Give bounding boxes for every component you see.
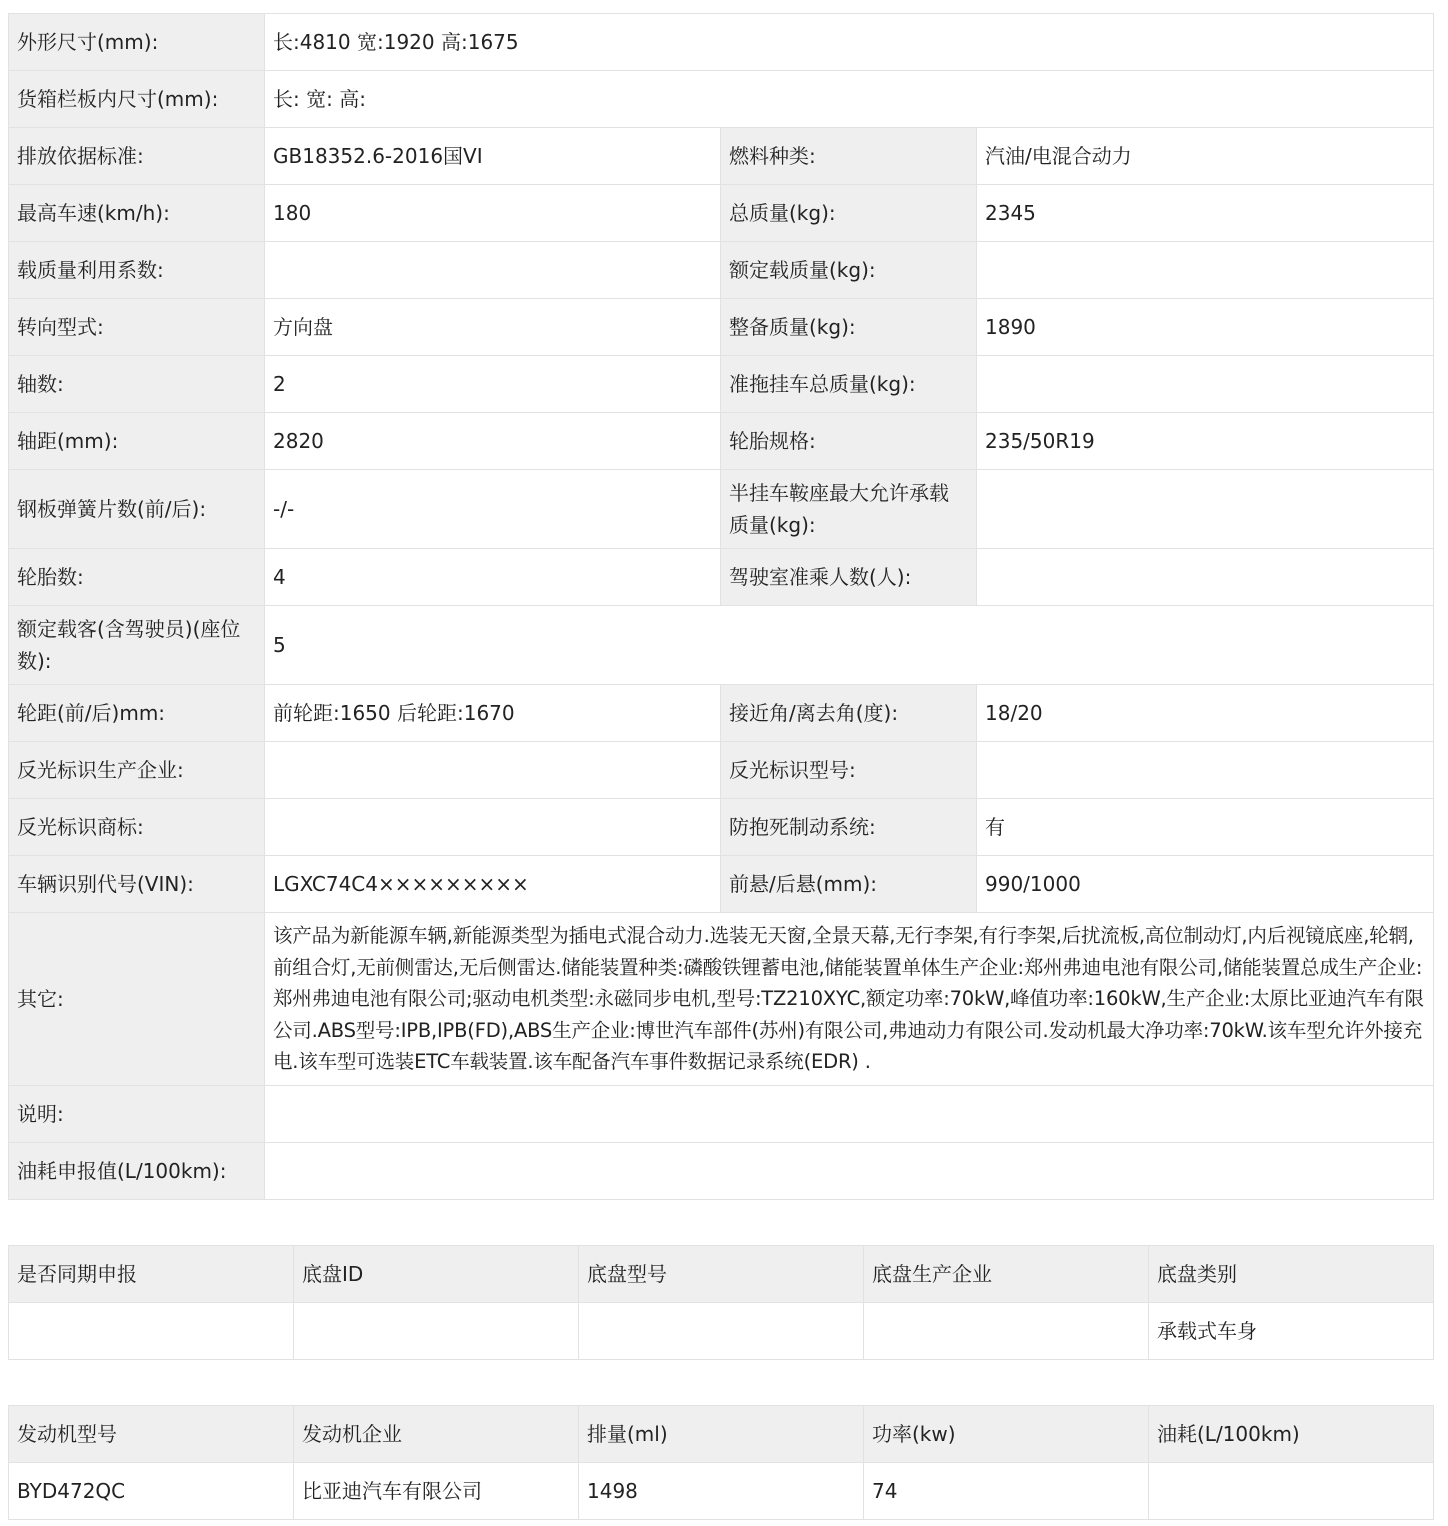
chassis-header-row xyxy=(9,1246,1434,1303)
abs-label: 防抱死制动系统: xyxy=(721,799,977,856)
load-util-label: 载质量利用系数: xyxy=(9,242,265,299)
chassis-header-cell: 底盘ID xyxy=(294,1246,579,1303)
reflector-maker-value xyxy=(265,742,721,799)
fuel-type-value: 汽油/电混合动力 xyxy=(977,128,1434,185)
vin-label: 车辆识别代号(VIN): xyxy=(9,856,265,913)
engine-header-cell: 发动机型号 xyxy=(9,1406,294,1463)
chassis-table xyxy=(8,1245,1434,1360)
spec-row-steering xyxy=(9,299,1434,356)
chassis-header-cell: 底盘类别 xyxy=(1149,1246,1434,1303)
cab-passengers-value xyxy=(977,549,1434,606)
steering-value: 方向盘 xyxy=(265,299,721,356)
spec-row-seats xyxy=(9,606,1434,685)
spec-row-vin xyxy=(9,856,1434,913)
abs-value: 有 xyxy=(977,799,1434,856)
spec-row-dimensions xyxy=(9,14,1434,71)
overhang-value: 990/1000 xyxy=(977,856,1434,913)
dimensions-label: 外形尺寸(mm): xyxy=(9,14,265,71)
leaf-spring-label: 钢板弹簧片数(前/后): xyxy=(9,470,265,549)
fuel-consumption-label: 油耗申报值(L/100km): xyxy=(9,1143,265,1200)
track-label: 轮距(前/后)mm: xyxy=(9,685,265,742)
spec-row-fuel-consumption xyxy=(9,1143,1434,1200)
other-value: 该产品为新能源车辆,新能源类型为插电式混合动力.选装无天窗,全景天幕,无行李架,有行李架,后扰流板,高位制动灯,内后视镜底座,轮辋,前组合灯,无前侧雷达,无后侧雷达.储能装置种类:磷酸铁锂蓄电池,储能装置单体生产企业:郑州弗迪电池有限公司,储能装置总成生产企业:郑州弗迪电池有限公司;驱动电机类型:永磁同步电机,型号:TZ210XYC,额定功率:70kW,峰值功率:160kW,生产企业:太原比亚迪汽车有限公司.ABS型号:IPB,IPB(FD),ABS生产企业:博世汽车部件(苏州)有限公司,弗迪动力有限公司.发动机最大净功率:70kW.该车型允许外接充电.该车型可选装ETC车载装置.该车配备汽车事件数据记录系统(EDR) . xyxy=(265,913,1434,1086)
spec-row-cargo-box xyxy=(9,71,1434,128)
saddle-load-value xyxy=(977,470,1434,549)
tire-spec-label: 轮胎规格: xyxy=(721,413,977,470)
spec-row-leaf-spring xyxy=(9,470,1434,549)
angles-value: 18/20 xyxy=(977,685,1434,742)
tire-count-value: 4 xyxy=(265,549,721,606)
spec-row-reflector-maker xyxy=(9,742,1434,799)
spec-row-axles xyxy=(9,356,1434,413)
total-mass-value: 2345 xyxy=(977,185,1434,242)
seats-value: 5 xyxy=(265,606,1434,685)
note-label: 说明: xyxy=(9,1086,265,1143)
load-util-value xyxy=(265,242,721,299)
emission-value: GB18352.6-2016国VI xyxy=(265,128,721,185)
cargo-box-value: 长: 宽: 高: xyxy=(265,71,1434,128)
rated-load-label: 额定载质量(kg): xyxy=(721,242,977,299)
curb-mass-label: 整备质量(kg): xyxy=(721,299,977,356)
dimensions-value: 长:4810 宽:1920 高:1675 xyxy=(265,14,1434,71)
spec-row-other xyxy=(9,913,1434,1086)
tire-spec-value: 235/50R19 xyxy=(977,413,1434,470)
seats-label: 额定载客(含驾驶员)(座位数): xyxy=(9,606,265,685)
engine-cell: 74 xyxy=(864,1463,1149,1520)
other-label: 其它: xyxy=(9,913,265,1086)
saddle-load-label: 半挂车鞍座最大允许承载质量(kg): xyxy=(721,470,977,549)
rated-load-value xyxy=(977,242,1434,299)
spec-row-wheelbase xyxy=(9,413,1434,470)
total-mass-label: 总质量(kg): xyxy=(721,185,977,242)
tire-count-label: 轮胎数: xyxy=(9,549,265,606)
spec-row-track xyxy=(9,685,1434,742)
leaf-spring-value: -/- xyxy=(265,470,721,549)
cargo-box-label: 货箱栏板内尺寸(mm): xyxy=(9,71,265,128)
engine-header-cell: 功率(kw) xyxy=(864,1406,1149,1463)
max-speed-label: 最高车速(km/h): xyxy=(9,185,265,242)
reflector-maker-label: 反光标识生产企业: xyxy=(9,742,265,799)
engine-header-cell: 发动机企业 xyxy=(294,1406,579,1463)
chassis-data-row xyxy=(9,1303,1434,1360)
spec-row-note xyxy=(9,1086,1434,1143)
engine-header-cell: 排量(ml) xyxy=(579,1406,864,1463)
engine-header-cell: 油耗(L/100km) xyxy=(1149,1406,1434,1463)
axles-label: 轴数: xyxy=(9,356,265,413)
track-value: 前轮距:1650 后轮距:1670 xyxy=(265,685,721,742)
spec-row-tires xyxy=(9,549,1434,606)
reflector-model-value xyxy=(977,742,1434,799)
chassis-header-cell: 底盘型号 xyxy=(579,1246,864,1303)
chassis-cell xyxy=(579,1303,864,1360)
axles-value: 2 xyxy=(265,356,721,413)
trailer-mass-label: 准拖挂车总质量(kg): xyxy=(721,356,977,413)
spec-row-load xyxy=(9,242,1434,299)
engine-cell: 比亚迪汽车有限公司 xyxy=(294,1463,579,1520)
spec-row-speed xyxy=(9,185,1434,242)
chassis-cell: 承载式车身 xyxy=(1149,1303,1434,1360)
engine-cell: 1498 xyxy=(579,1463,864,1520)
note-value xyxy=(265,1086,1434,1143)
chassis-header-cell: 是否同期申报 xyxy=(9,1246,294,1303)
steering-label: 转向型式: xyxy=(9,299,265,356)
chassis-cell xyxy=(294,1303,579,1360)
chassis-cell xyxy=(864,1303,1149,1360)
reflector-brand-label: 反光标识商标: xyxy=(9,799,265,856)
trailer-mass-value xyxy=(977,356,1434,413)
fuel-consumption-value xyxy=(265,1143,1434,1200)
engine-table xyxy=(8,1405,1434,1520)
wheelbase-label: 轴距(mm): xyxy=(9,413,265,470)
max-speed-value: 180 xyxy=(265,185,721,242)
spec-row-reflector-brand xyxy=(9,799,1434,856)
emission-label: 排放依据标准: xyxy=(9,128,265,185)
overhang-label: 前悬/后悬(mm): xyxy=(721,856,977,913)
chassis-header-cell: 底盘生产企业 xyxy=(864,1246,1149,1303)
chassis-cell xyxy=(9,1303,294,1360)
reflector-model-label: 反光标识型号: xyxy=(721,742,977,799)
curb-mass-value: 1890 xyxy=(977,299,1434,356)
engine-data-row xyxy=(9,1463,1434,1520)
angles-label: 接近角/离去角(度): xyxy=(721,685,977,742)
fuel-type-label: 燃料种类: xyxy=(721,128,977,185)
wheelbase-value: 2820 xyxy=(265,413,721,470)
engine-header-row xyxy=(9,1406,1434,1463)
engine-cell xyxy=(1149,1463,1434,1520)
vin-value: LGXC74C4××××××××× xyxy=(265,856,721,913)
spec-row-emission xyxy=(9,128,1434,185)
engine-cell: BYD472QC xyxy=(9,1463,294,1520)
reflector-brand-value xyxy=(265,799,721,856)
vehicle-spec-table xyxy=(8,13,1434,1200)
cab-passengers-label: 驾驶室准乘人数(人): xyxy=(721,549,977,606)
